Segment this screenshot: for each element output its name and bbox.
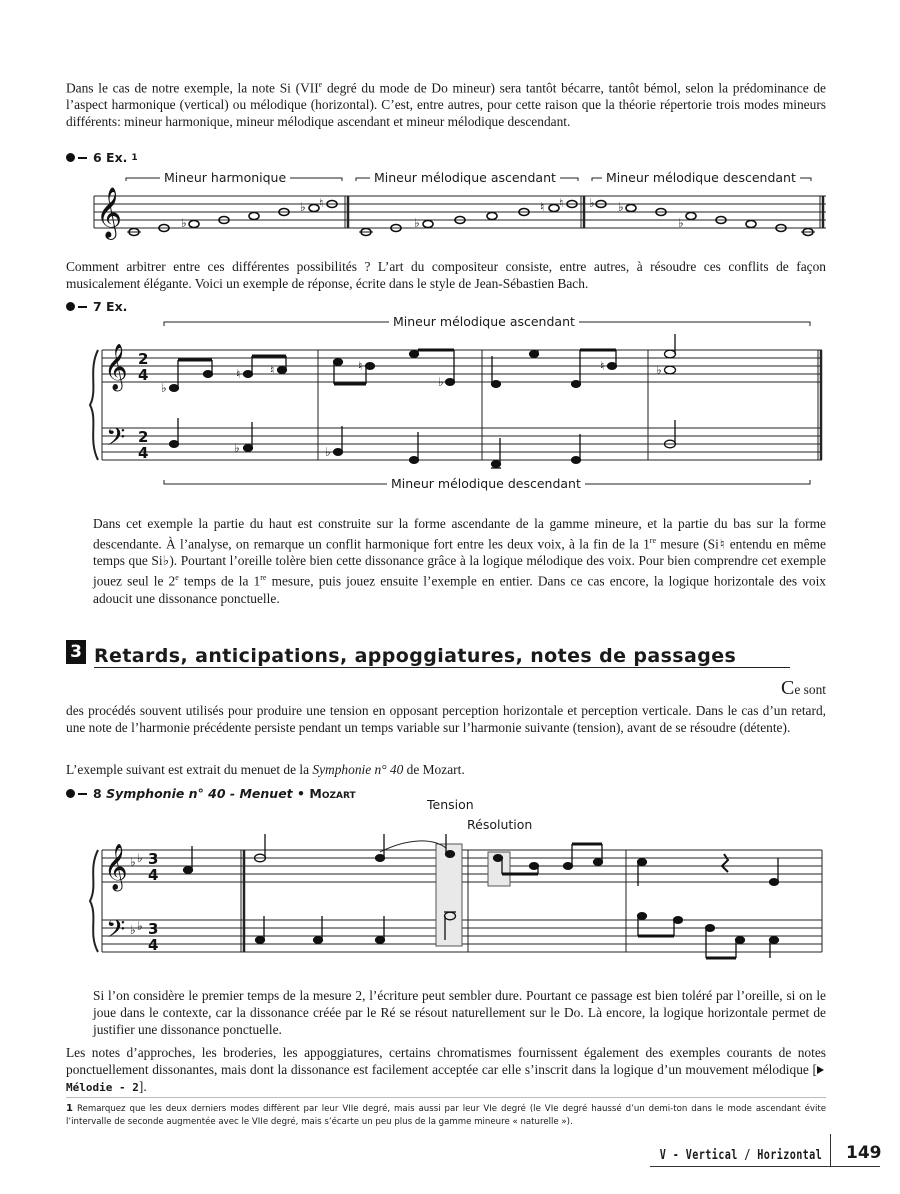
footer-section-title: V - Vertical / Horizontal [659, 1148, 822, 1163]
example-6-title: 6 Ex. [93, 150, 128, 165]
melodie-link[interactable]: Mélodie - 2 [66, 1081, 139, 1094]
bass-clef-icon: 𝄢 [106, 423, 126, 458]
paragraph-7 [66, 1044, 826, 1096]
bass-clef-icon: 𝄢 [106, 915, 126, 950]
footnote-text: Remarquez que les deux derniers modes diffèrent par leur VIIe degré, mais aussi par leur VIe degré (le VIe degré haussé d’un demi-ton dans le mode ascendant évite l’intervalle de seconde augmentée avec le VIIe degré, mais s’écarte un peu plus de la gamme mineure « naturelle »). [66, 1104, 826, 1127]
example-8-title: Symphonie n° 40 - Menuet [106, 786, 293, 801]
tension-highlight [436, 844, 462, 946]
svg-text:♭: ♭ [438, 375, 444, 389]
bullet-icon [66, 789, 75, 798]
p3-text-3: temps de la 1 [178, 573, 261, 589]
svg-text:♭: ♭ [656, 363, 662, 377]
svg-text:♭: ♭ [161, 381, 167, 395]
intro-text-2: degré du mode de Do mineur) sera tantôt bécarre, tantôt bémol, selon la prédominance de l’aspect harmonique (vertical) ou mélodique (horizontal). C’est, entre autres, pour cette raison que la théorie répertorie trois modes mineurs différents: mineur harmonique, mineur mélodique ascendant et mineur mélodique descendant. [66, 80, 827, 130]
paragraph-3 [93, 515, 826, 607]
svg-text:♮: ♮ [600, 359, 605, 373]
example-7-score [88, 310, 828, 500]
svg-text:♭: ♭ [325, 445, 331, 459]
svg-text:♭: ♭ [130, 923, 136, 937]
dash-icon [78, 306, 87, 308]
p3-text-4: mesure, puis jouez ensuite l’exemple en entier. Dans ce cas encore, la logique horizontale des voix adoucit une dissonance ponctuelle. [93, 573, 826, 606]
bullet-icon [66, 302, 75, 311]
svg-text:4: 4 [148, 866, 159, 884]
example-7-title: 7 Ex. [93, 299, 128, 314]
svg-text:4: 4 [148, 936, 159, 954]
scale-notes-ascendant [359, 201, 577, 236]
svg-text:2: 2 [138, 350, 149, 368]
treble-clef-icon: 𝄞 [104, 844, 128, 890]
intro-paragraph [66, 76, 826, 130]
paragraph-4: des procédés souvent utilisés pour produire une tension en opposant perception horizontale et perception verticale. Dans le cas d’un retard, une note de l’harmonie précédente persiste pendant un temps variable sur l’harmonie suivante (tension), avant de se résoudre (détente). [66, 703, 826, 735]
p7-text: Les notes d’approches, les broderies, les appoggiatures, certains chromatismes fournissent également des exemples courants de notes ponctuellement dissonantes, mais dont la dissonance est facilement acceptée car elle s’inscrit dans la logique d’un mouvement mélodique [ [66, 1045, 826, 1077]
treble-clef-icon: 𝄞 [104, 344, 128, 390]
example-6-label [66, 150, 138, 165]
footnote-number: 1 [66, 1103, 73, 1114]
brace-icon [90, 350, 98, 460]
example-8-label [66, 786, 356, 801]
scale-label-harmonique: Mineur harmonique [160, 170, 290, 185]
top-bracket-label: Mineur mélodique ascendant [389, 314, 579, 329]
lower-voice-notes [256, 912, 779, 958]
svg-text:♭: ♭ [300, 200, 306, 214]
example-8-number: 8 [93, 786, 102, 801]
page-number: 149 [846, 1143, 882, 1163]
svg-text:2: 2 [138, 428, 149, 446]
footer-divider [830, 1134, 831, 1166]
footnote-ref[interactable]: 1 [131, 152, 138, 163]
section-number: 3 [66, 640, 86, 664]
svg-text:♭: ♭ [678, 216, 684, 230]
svg-text:♭: ♭ [137, 851, 143, 865]
svg-text:♭: ♭ [234, 441, 240, 455]
dash-icon [78, 793, 87, 795]
upper-voice-notes [184, 834, 779, 886]
example-8-composer: Mozart [309, 786, 356, 801]
svg-text:4: 4 [138, 366, 149, 384]
p7-close: ]. [138, 1079, 147, 1094]
example-8-separator: • [297, 786, 306, 801]
p3-text-1: Dans cet exemple la partie du haut est construite sur la forme ascendante de la gamme mineure, et la partie du bas sur la forme descendante. À l’analyse, on remarque un conflit harmonique fort entre les deux voix, à la fin de la 1 [93, 516, 826, 552]
footer-rule [650, 1166, 880, 1167]
p3-sup-1: re [649, 536, 656, 545]
paragraph-6: Si l’on considère le premier temps de la mesure 2, l’écriture peut sembler dure. Pourtant ce passage est bien toléré par l’oreille, si on le joue dans le contexte, car la dissonance créée par le Ré se résout naturellement sur le Do. Là encore, la logique horizontale permet de justifier une dissonance ponctuelle. [93, 988, 826, 1037]
tension-label: Tension [427, 797, 474, 812]
paragraph-2: Comment arbitrer entre ces différentes possibilités ? L’art du compositeur consiste, entre autres, à résoudre ces conflits de façon musicalement élégante. Voici un exemple de réponse, écrite dans le style de Jean-Sébastien Bach. [66, 259, 826, 291]
treble-clef-icon: 𝄞 [96, 187, 123, 238]
bottom-bracket-label: Mineur mélodique descendant [387, 476, 585, 491]
scale-notes-descendant [596, 201, 815, 236]
svg-text:♮: ♮ [358, 359, 363, 373]
p4-first-line: e sont [794, 682, 826, 697]
footnote-rule [66, 1097, 826, 1098]
paragraph-5 [66, 761, 826, 778]
svg-text:♮: ♮ [559, 196, 564, 210]
intro-sup: e [318, 80, 323, 89]
footnote [66, 1102, 826, 1129]
svg-text:♮: ♮ [236, 367, 241, 381]
intro-text-1: Dans le cas de notre exemple, la note Si (VII [66, 80, 319, 96]
svg-text:3: 3 [148, 920, 159, 938]
svg-text:♮: ♮ [540, 200, 545, 214]
arrow-right-icon [817, 1066, 824, 1074]
svg-text:♭: ♭ [618, 200, 624, 214]
dropcap: C [781, 677, 795, 699]
dash-icon [78, 157, 87, 159]
svg-text:♭: ♭ [414, 216, 420, 230]
svg-text:♭: ♭ [589, 196, 595, 210]
p3-sup-3: re [260, 573, 267, 583]
scale-label-descendant: Mineur mélodique descendant [602, 170, 800, 185]
svg-text:♮: ♮ [319, 196, 324, 210]
p5-italic: Symphonie n° 40 [312, 762, 404, 777]
svg-text:4: 4 [138, 444, 149, 462]
p3-sup-2: e [175, 573, 179, 583]
svg-text:♭: ♭ [130, 855, 136, 869]
svg-text:3: 3 [148, 850, 159, 868]
brace-icon [90, 850, 98, 952]
resolution-label: Résolution [467, 817, 533, 832]
paragraph-4-first-line [66, 677, 826, 699]
section-rule [94, 667, 790, 668]
example-8-score [88, 830, 828, 980]
section-title: Retards, anticipations, appoggiatures, notes de passages [94, 645, 737, 667]
p5-prefix: L’exemple suivant est extrait du menuet de la [66, 762, 313, 777]
svg-text:♭: ♭ [137, 919, 143, 933]
scale-label-ascendant: Mineur mélodique ascendant [370, 170, 560, 185]
p5-suffix: de Mozart. [403, 762, 465, 777]
svg-text:♭: ♭ [181, 216, 187, 230]
bullet-icon [66, 153, 75, 162]
svg-text:♮: ♮ [270, 363, 275, 377]
p3-text-2: mesure (Si♮ entendu en même temps que Si♭). Pourtant l’oreille tolère bien cette dissonance grâce à la logique mélodique des voix. Pour bien comprendre cet exemple jouez seul le 2 [93, 536, 826, 589]
